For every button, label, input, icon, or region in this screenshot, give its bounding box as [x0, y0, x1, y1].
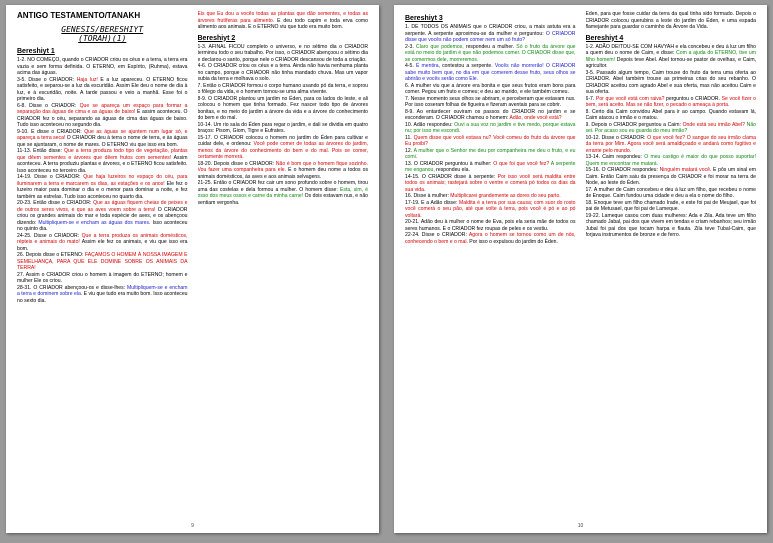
serpent-speech: Multipliquem-se e encham a terra e dominem sobre ela.: [17, 284, 188, 297]
human-speech: Esta, sim, é osso dos meus ossos e carne da minha carne!: [197, 186, 368, 199]
verse-text: Ele fez o luzeiro maior para dominar o dia e o menor para dominar a noite, e fez também as estrelas. Tudo isso aconteceu no quarto dia.: [17, 180, 188, 200]
verse-paragraph: [405, 232, 576, 245]
verse-text: 3-5. Disse o CRIADOR:: [17, 76, 77, 83]
verse-paragraph: [198, 83, 369, 96]
document-page-left: [6, 5, 379, 533]
human-speech: Só o fruto da árvore que está no meio do jardim é que não podemos comer. O CRIADOR disse que, se comermos dele, morreremos.: [405, 43, 576, 63]
verse-paragraph: [198, 180, 369, 206]
book-name: GENESIS/BERESHIYT: [61, 25, 144, 34]
human-speech: Ouvi a sua voz no jardim e tive medo, porque estava nu; por isso me escondi.: [405, 121, 576, 134]
verse-text: O CRIADOR criou os grandes animais do mar e toda espécie de aves, e os abençoou dizendo:: [17, 206, 188, 226]
verse-paragraph: [405, 24, 576, 44]
text-column-left-1: [17, 11, 188, 519]
verse-text: 6. A mulher viu que a árvore era bonita e que seus frutos eram bons para comer. Pegou um fruto e comeu; e deu ao marido, e ele também comeu.: [405, 82, 576, 95]
verse-text: 10-14. Um rio saía do Éden para regar o jardim, e dali se dividia em quatro braços: Pisom, Giom, Tigre e Eufrates.: [197, 121, 368, 134]
verse-text: E a luz apareceu. O ETERNO ficou satisfeito, e separou-se a luz da escuridão. Assim Ele deu o nome de dia à luz, e à escuridão, noite. A tarde passou e veio a manhã. Esse foi o primeiro dia.: [17, 76, 188, 102]
verse-paragraph: [586, 213, 757, 239]
verse-text: E o homem deu nome a todos os animais domésticos, às aves e aos animais selvagens.: [197, 167, 368, 180]
verse-text: 3-5. Passado algum tempo, Caim trouxe do fruto da terra uma oferta ao CRIADOR. Abel também trouxe as primeiras crias do seu rebanho. O CRIADOR aceitou com agrado Abel e sua oferta, mas não aceitou Caim e sua oferta.: [585, 69, 756, 95]
verse-text: 24-25. Disse o CRIADOR:: [17, 232, 82, 239]
verse-paragraph: [586, 154, 757, 167]
divine-speech: Que se apareça um espaço para formar a separação das águas de cima e as águas de baixo!: [17, 102, 188, 115]
verse-text: 9-10. E disse o CRIADOR:: [17, 128, 85, 135]
verse-paragraph: [17, 148, 188, 174]
text-column-right-2: [586, 11, 757, 519]
verse-paragraph: [586, 187, 757, 200]
human-speech: Com a ajuda do ETERNO, tive um filho homem!: [585, 50, 756, 63]
serpent-speech: Multipliquem-se e encham as águas dos mares.: [38, 219, 151, 226]
verse-paragraph: [586, 109, 757, 122]
verse-text: E assim aconteceu. O CRIADOR fez o céu, separando as águas de cima das águas de baixo. Tudo isso aconteceu no segundo dia.: [17, 109, 188, 128]
chapter-heading: Bereshiyt 2: [197, 34, 236, 42]
divine-speech: Onde está seu irmão Abel?: [682, 121, 745, 128]
verse-text: 2-3.: [405, 43, 417, 50]
divine-speech: FAÇAMOS O HOMEM À NOSSA IMAGEM E SEMELHANÇA, PARA QUE ELE DOMINE SOBRE OS ANIMAIS DA TERRA!: [17, 252, 188, 271]
verse-text: E deu todo capim e toda erva como alimento aos animais. E o ETERNO viu que tudo era muito bom.: [197, 17, 368, 30]
verse-text: 16. Disse à mulher:: [405, 193, 451, 199]
divine-speech: Haja luz!: [76, 76, 98, 83]
verse-paragraph: [586, 200, 757, 213]
verse-paragraph: [405, 161, 576, 174]
verse-text: E pôs um sinal em Caim. Então Caim saiu da presença do CRIADOR e foi morar na terra de Node, ao leste do Éden.: [585, 167, 756, 186]
verse-text: 26. Depois disse o ETERNO:: [17, 252, 85, 258]
verse-text: Assim aconteceu. A terra produziu plantas e árvores, e o ETERNO ficou satisfeito. Isso aconteceu no terceiro dia.: [17, 154, 188, 174]
verse-paragraph: [17, 103, 188, 129]
verse-text: Isso aconteceu no quinto dia.: [17, 219, 188, 232]
verse-text: 14-15. O CRIADOR disse à serpente:: [405, 173, 498, 180]
verse-text: respondeu a mulher.: [463, 43, 517, 50]
verse-text: Depois teve Abel. Abel tornou-se pastor de ovelhas, e Caim, agricultor.: [585, 56, 756, 69]
verse-text: perguntou o CRIADOR.: [664, 95, 722, 102]
verse-text: 6-8. Disse o CRIADOR:: [17, 102, 80, 109]
verse-text: 15-16. O CRIADOR respondeu:: [585, 167, 660, 173]
page-number: 10: [577, 523, 584, 529]
verse-text: 6-7.: [585, 95, 596, 102]
text-column-right-1: [405, 11, 576, 519]
divine-speech: Se você fizer o bem, será aceito. Mas se não fizer, o pecado o ameaça à porta.: [585, 95, 756, 108]
divine-speech: Você pode comer de todas as árvores do jardim, menos da árvore do conhecimento do bem e do mal. Pois se comer, certamente morrerá.: [197, 141, 368, 160]
verse-text: 20-23. Então disse o CRIADOR:: [17, 200, 94, 206]
verse-paragraph: [586, 70, 757, 96]
verse-text: 22-24. Disse o CRIADOR:: [405, 232, 469, 238]
verse-paragraph: [405, 148, 576, 161]
verse-paragraph: [17, 285, 188, 305]
page-number: 9: [191, 523, 194, 529]
verse-text: 19-22. Lameque casou com duas mulheres: Ada e Zila. Ada teve um filho chamado Jabal, pai dos que vivem em tendas e criam rebanhos; seu irmão Jubal foi pai dos que tocam harpa e flauta. Zila teve Tubal-Caim, que forjava instrumentos de bronze e de ferro.: [585, 212, 756, 238]
verse-paragraph: [405, 96, 576, 109]
verse-text: 7. Então o CRIADOR formou o corpo humano usando pó da terra, e soprou o fôlego da vida, e o homem tornou-se uma alma vivente.: [197, 82, 368, 95]
divine-speech: Multiplicarei grandemente as dores do seu parto.: [450, 193, 561, 199]
verse-text: 9. Depois o CRIADOR perguntou a Caim:: [585, 121, 683, 128]
human-speech: A serpente me enganou,: [405, 160, 576, 173]
divine-speech: Não é bom que o homem fique sozinho. Vou fazer uma companheira para ele.: [197, 160, 368, 173]
divine-speech: Que a terra produza todo tipo de vegetação, plantas que dêem sementes e árvores que dêem frutos com sementes!: [17, 148, 188, 161]
verse-text: 18. Enoque teve um filho chamado Irade, e este foi pai de Meujael, que foi pai de Metusael, que foi pai de Lameque.: [585, 199, 756, 212]
verse-paragraph: [198, 161, 369, 181]
verse-text: Éden, para que fosse cuidar da terra da qual tinha sido formado. Depois o CRIADOR colocou querubins a leste do jardim do Éden, e uma espada flamejante para guardar o caminho da Árvore da Vida.: [585, 11, 756, 30]
text-column-left-2: [198, 11, 369, 519]
verse-text: contestou a serpente.: [439, 63, 495, 69]
verse-text: 12.: [405, 147, 414, 154]
verse-paragraph: [17, 252, 188, 272]
divine-speech: O que foi que você fez?: [493, 160, 550, 167]
verse-text: respondeu ela.: [434, 167, 470, 173]
chapter-heading: Bereshiyt 4: [585, 34, 624, 42]
verse-paragraph: [405, 135, 576, 148]
verse-text: 20-21. Adão deu à mulher o nome de Eva, pois ela seria mãe de todos os seres humanos. E o CRIADOR fez roupas de peles e os vestiu.: [405, 219, 576, 232]
verse-paragraph: [198, 63, 369, 83]
verse-text: 1-3. AFINAL FICOU completo o universo, e no sétimo dia o CRIADOR terminou todo o seu trabalho. Por isso, o CRIADOR abençoou o sétimo dia e declarou-o santo, porque nele o CRIADOR descansou de toda a criação.: [197, 43, 368, 63]
document-page-right: [394, 5, 767, 533]
divine-speech: Que as águas fiquem cheias de peixes e de outros seres vivos, e que as aves voem sobre a terra!: [17, 200, 188, 213]
chapter-heading: Bereshiyt 1: [17, 48, 55, 55]
verse-paragraph: [198, 44, 369, 64]
verse-paragraph: [586, 122, 757, 135]
verse-text: 4-6. O CRIADOR criou os céus e a terra. Ainda não havia nenhuma planta no campo, porque o CRIADOR não tinha mandado chuva. Mas um vapor subia da terra e molhava o solo.: [197, 63, 368, 82]
verse-paragraph: [17, 200, 188, 233]
verse-paragraph: [198, 96, 369, 122]
verse-text: 13. O CRIADOR perguntou à mulher:: [405, 160, 494, 167]
verse-text: 8-9. O CRIADOR plantou um jardim no Éden, para os lados do leste, e ali colocou o homem que tinha formado. Fez nascer todo tipo de árvores bonitas, e no meio do jardim a árvore da vida e a árvore do conhecimento do bem e do mal.: [197, 95, 368, 121]
verse-text: 27. Assim o CRIADOR criou o homem à imagem do ETERNO; homem e mulher Ele os criou.: [17, 271, 188, 284]
verse-paragraph: [17, 57, 188, 77]
divine-speech: Agora o homem se tornou como um de nós, conhecendo o bem e o mal.: [405, 232, 576, 245]
verse-text: 21-25. Então o CRIADOR fez cair um sono profundo sobre o homem, tirou uma das costelas e dela formou a mulher. O homem disse:: [197, 180, 368, 193]
verse-text: Por isso o expulsou do jardim do Éden.: [467, 238, 558, 245]
verse-paragraph: [586, 11, 757, 31]
serpent-speech: É mentira,: [415, 63, 440, 69]
divine-speech: O que você fez? O sangue do seu irmão clama da terra por Mim. Agora você será amaldiçoado e andará como fugitivo e errante pelo mundo.: [585, 134, 756, 154]
verse-paragraph: [405, 122, 576, 135]
verse-text: 1-2. NO COMEÇO, quando o CRIADOR criou os céus e a terra, a terra era vazia e sem forma definida. O ETERNO, em Espírito, (Ruhma), estava acima das águas.: [17, 57, 188, 76]
human-speech: A mulher que o Senhor me deu por companheira me deu o fruto, e eu comi.: [405, 147, 576, 160]
verse-paragraph: [586, 135, 757, 155]
divine-speech: Por isso você será maldita entre todos os animais; rastejará sobre o ventre e comerá pó todos os dias da sua vida.: [405, 173, 576, 193]
human-speech: Não sei. Por acaso sou eu guarda do meu irmão?: [585, 121, 756, 134]
verse-paragraph: [586, 44, 757, 70]
verse-paragraph: [405, 219, 576, 232]
verse-paragraph: [198, 135, 369, 161]
verse-text: 28-31. O CRIADOR abençoou-os e disse-lhes:: [17, 284, 128, 291]
chapter-heading: Bereshiyt 3: [405, 15, 443, 22]
verse-paragraph: [198, 122, 369, 135]
verse-paragraph: [17, 174, 188, 200]
verse-paragraph: [405, 63, 576, 83]
divine-speech: Maldita é a terra por sua causa; com suor do rosto você comerá o seu pão, até que volte à terra, pois você é pó e ao pó voltará.: [405, 199, 576, 219]
verse-text: 1. DE TODOS OS ANIMAIS que o CRIADOR criou, a mais astuta era a serpente. A serpente aproximou-se da mulher e perguntou:: [405, 24, 576, 37]
document-title: ANTIGO TESTAMENTO/TANAKH: [17, 11, 141, 20]
verse-paragraph: [405, 44, 576, 64]
verse-paragraph: [586, 167, 757, 187]
divine-speech: Ninguém matará você.: [659, 167, 712, 173]
divine-speech: Quem disse que você estava nu? Você comeu do fruto da árvore que Eu proibi?: [405, 134, 576, 147]
verse-text: 15-17. O CRIADOR colocou o homem no jardim do Éden para cultivar e cuidar dele, e ordenou:: [197, 134, 368, 147]
verse-text: 10-12. Disse o CRIADOR:: [585, 134, 648, 141]
verse-text: O CRIADOR deu à terra o nome de terra, e às águas que se ajuntaram, o nome de mares. O ETERNO viu que isso era bom.: [17, 135, 188, 148]
verse-text: E viu que tudo era muito bom. Isso aconteceu no sexto dia.: [17, 291, 188, 304]
verse-text: 17. A mulher de Caim concebeu e deu à luz um filho, que recebeu o nome de Enoque. Caim fundou uma cidade e deu a ela o nome do filho.: [585, 186, 756, 199]
divine-speech: Por que você está com raiva?: [595, 95, 665, 102]
verse-paragraph: [17, 233, 188, 253]
verse-text: 8. Certo dia Caim convidou Abel para ir ao campo. Quando estavam lá, Caim atacou o irmão e o matou.: [585, 108, 756, 121]
verse-text: 17-19. E a Adão disse:: [405, 199, 460, 206]
document-subtitle: [17, 25, 188, 43]
verse-text: 13-14. Caim respondeu:: [585, 154, 645, 160]
divine-speech: Que as águas se ajuntem num lugar só, e apareça a terra seca!: [17, 128, 188, 141]
verse-paragraph: [405, 174, 576, 194]
human-speech: O meu castigo é maior do que posso suportar! Quem me encontrar me matará.: [585, 154, 756, 167]
verse-text: 18-20. Depois disse o CRIADOR:: [197, 160, 276, 167]
verse-paragraph: [405, 200, 576, 220]
verse-paragraph: [17, 77, 188, 103]
verse-text: Os dois estavam nus, e não sentiam vergonha.: [197, 193, 368, 206]
divine-speech: Que a terra produza os animais domésticos, répteis e animais do mato!: [17, 232, 188, 245]
verse-text: 1-2. ADÃO DEITOU-SE COM HAVYAH e ela concebeu e deu à luz um filho a quem deu o nome de Caim, e disse:: [585, 43, 756, 56]
verse-text: 7. Nesse momento seus olhos se abriram, e perceberam que estavam nus. Por isso coseram folhas de figueira e fizeram aventais para se cobrir.: [405, 95, 576, 108]
divine-speech: Que haja luzeiros no espaço do céu, para iluminarem a terra e marcarem os dias, as estações e os anos!: [17, 174, 188, 187]
serpent-speech: Vocês não morrerão! O CRIADOR sabe muito bem que, no dia em que comerem desse fruto, seus olhos se abrirão e vocês serão como Ele.: [405, 63, 576, 82]
verse-paragraph: [17, 272, 188, 285]
verse-text: 4-5.: [405, 63, 416, 69]
verse-paragraph: [586, 96, 757, 109]
divine-speech: Eis que Eu dou a vocês todas as plantas que dão sementes, e todas as árvores frutíferas para alimento.: [197, 11, 368, 24]
verse-text: Assim ele fez os animais, e viu que isso era bom.: [17, 239, 188, 252]
book-section: (TORAH)(1): [78, 34, 127, 43]
serpent-speech: O CRIADOR disse que vocês não podem comer nem um só fruto?: [405, 30, 576, 43]
verse-text: 10. Adão respondeu:: [405, 121, 455, 128]
verse-paragraph: [405, 109, 576, 122]
verse-text: 11-13. Então disse:: [17, 148, 65, 154]
verse-text: 8-9. Ao entardecer ouviram os passos do CRIADOR no jardim e se esconderam. O CRIADOR chamou o homem:: [405, 108, 576, 121]
verse-paragraph: [17, 129, 188, 149]
verse-paragraph: [405, 83, 576, 96]
verse-text: 11.: [405, 134, 414, 141]
verse-paragraph: [198, 11, 369, 31]
human-speech: Claro que podemos,: [416, 43, 464, 50]
verse-text: 14-19. Disse o CRIADOR:: [17, 174, 84, 180]
divine-speech: Adão, onde você está?: [509, 115, 562, 121]
